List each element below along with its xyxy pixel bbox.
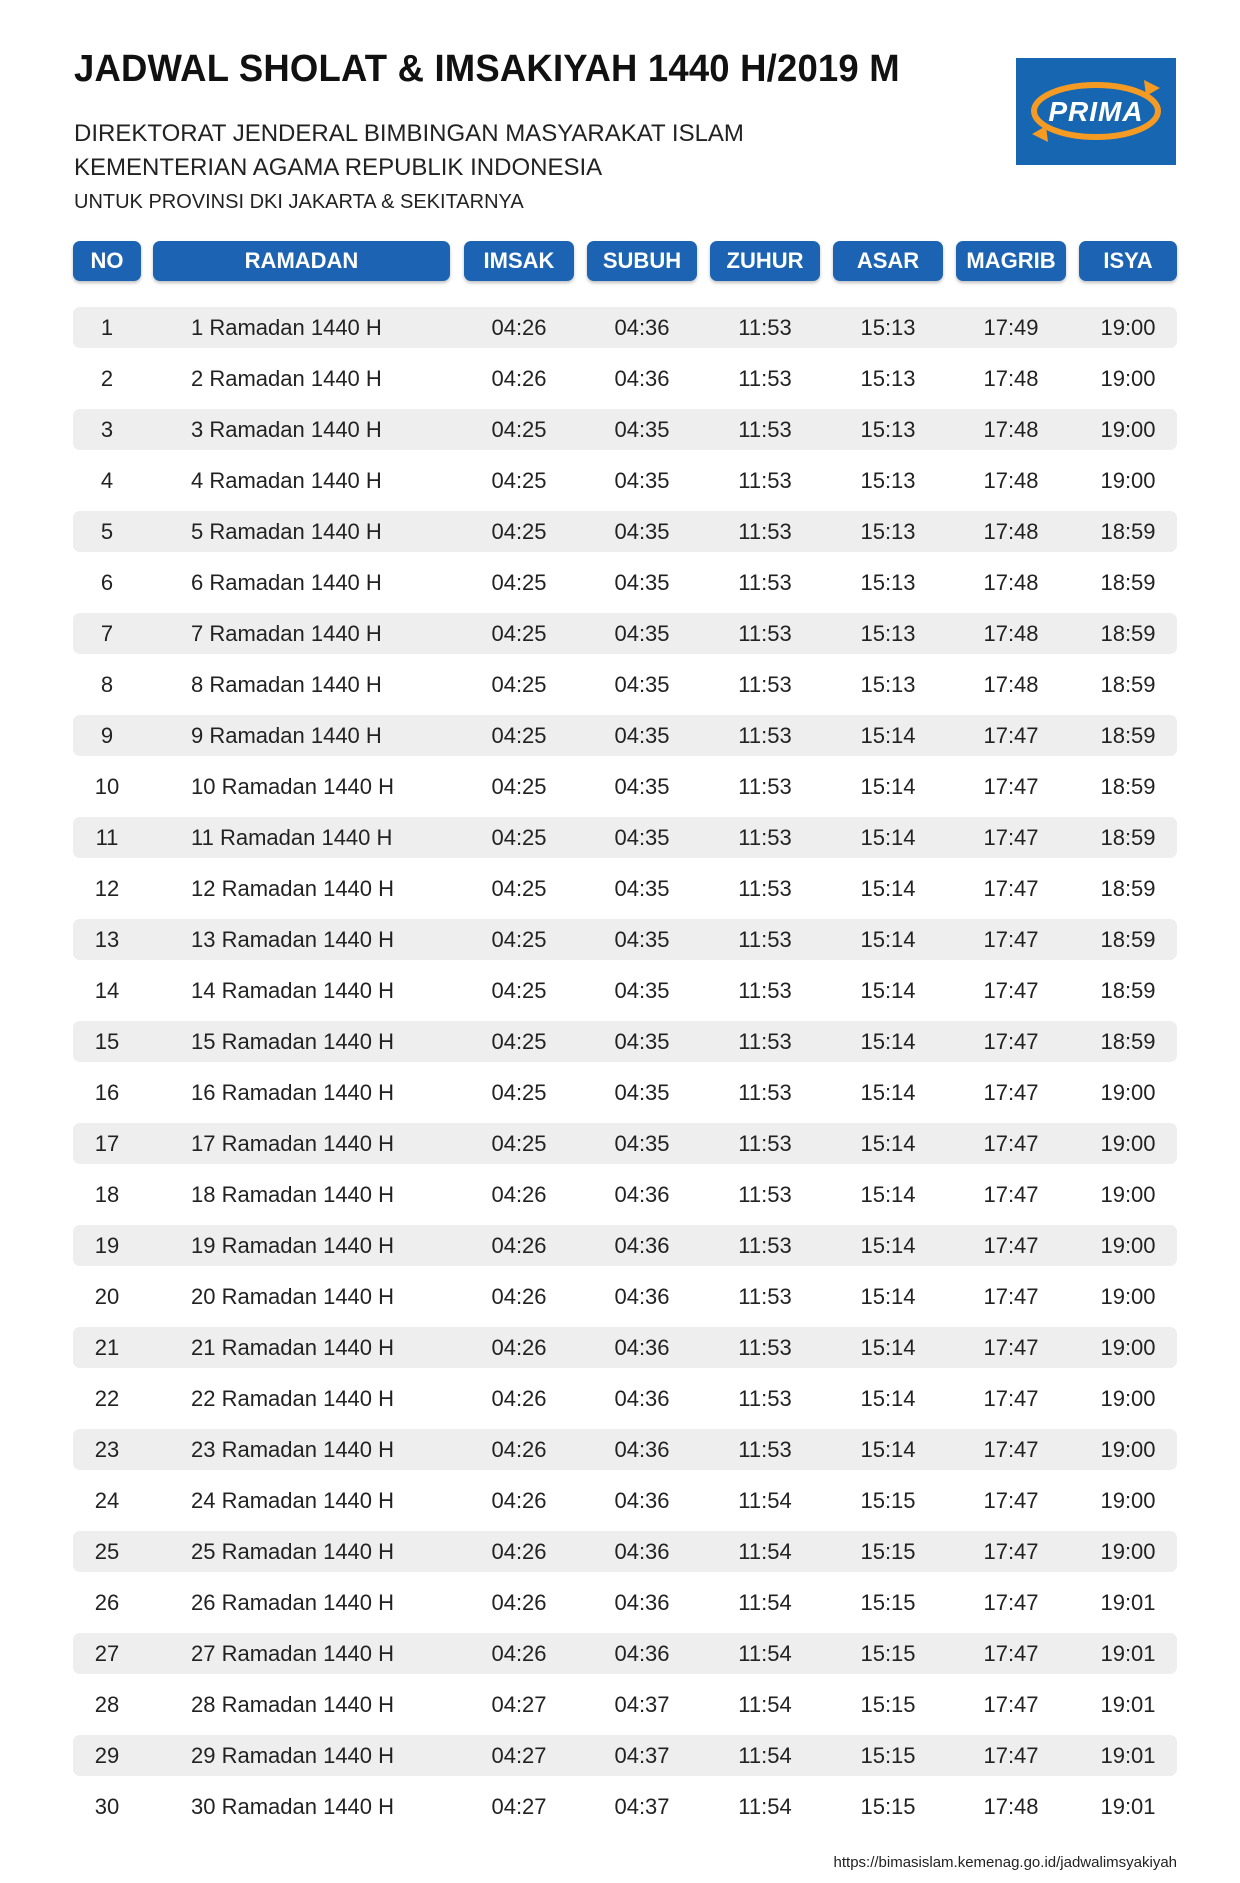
cell-ramadan: 30 Ramadan 1440 H xyxy=(191,1794,395,1819)
cell-asar: 15:15 xyxy=(860,1590,916,1615)
cell-magrib: 17:47 xyxy=(983,1692,1039,1717)
cell-isya: 19:00 xyxy=(1100,1437,1156,1462)
cell-imsak: 04:25 xyxy=(491,570,547,595)
cell-zuhur: 11:54 xyxy=(738,1743,792,1768)
cell-asar: 15:13 xyxy=(860,468,916,493)
cell-subuh: 04:36 xyxy=(614,1539,670,1564)
cell-isya: 19:01 xyxy=(1100,1794,1156,1819)
cell-ramadan: 7 Ramadan 1440 H xyxy=(191,621,382,646)
cell-subuh: 04:36 xyxy=(614,1335,670,1360)
cell-asar: 15:15 xyxy=(860,1692,916,1717)
column-header-ramadan: RAMADAN xyxy=(153,241,450,281)
cell-no: 23 xyxy=(94,1437,120,1462)
cell-no: 29 xyxy=(94,1743,120,1768)
cell-isya: 18:59 xyxy=(1100,570,1156,595)
table-row xyxy=(73,1735,1177,1776)
cell-ramadan: 12 Ramadan 1440 H xyxy=(191,876,395,901)
table-row xyxy=(73,1327,1177,1368)
cell-isya: 18:59 xyxy=(1100,825,1156,850)
subtitle-region: UNTUK PROVINSI DKI JAKARTA & SEKITARNYA xyxy=(74,191,524,213)
cell-no: 8 xyxy=(100,672,114,697)
cell-subuh: 04:36 xyxy=(614,1386,670,1411)
table-row xyxy=(73,511,1177,552)
cell-subuh: 04:36 xyxy=(614,1437,670,1462)
cell-magrib: 17:47 xyxy=(983,927,1039,952)
cell-zuhur: 11:53 xyxy=(738,1437,792,1462)
cell-no: 10 xyxy=(94,774,120,799)
cell-isya: 19:00 xyxy=(1100,468,1156,493)
table-row xyxy=(73,358,1177,399)
cell-isya: 19:01 xyxy=(1100,1641,1156,1666)
cell-magrib: 17:47 xyxy=(983,1539,1039,1564)
cell-asar: 15:14 xyxy=(860,1029,916,1054)
cell-asar: 15:13 xyxy=(860,366,916,391)
cell-subuh: 04:35 xyxy=(614,570,670,595)
cell-ramadan: 11 Ramadan 1440 H xyxy=(191,825,393,850)
cell-subuh: 04:35 xyxy=(614,774,670,799)
cell-magrib: 17:47 xyxy=(983,723,1039,748)
cell-no: 1 xyxy=(100,315,114,340)
cell-subuh: 04:35 xyxy=(614,927,670,952)
cell-imsak: 04:26 xyxy=(491,1284,547,1309)
cell-ramadan: 6 Ramadan 1440 H xyxy=(191,570,382,595)
table-row xyxy=(73,1123,1177,1164)
cell-no: 18 xyxy=(94,1182,120,1207)
cell-ramadan: 10 Ramadan 1440 H xyxy=(191,774,395,799)
table-row xyxy=(73,1429,1177,1470)
cell-magrib: 17:47 xyxy=(983,1386,1039,1411)
cell-imsak: 04:27 xyxy=(491,1743,547,1768)
cell-isya: 19:00 xyxy=(1100,1131,1156,1156)
cell-no: 22 xyxy=(94,1386,120,1411)
cell-no: 17 xyxy=(94,1131,120,1156)
cell-isya: 18:59 xyxy=(1100,1029,1156,1054)
cell-subuh: 04:36 xyxy=(614,1284,670,1309)
cell-imsak: 04:26 xyxy=(491,1182,547,1207)
cell-subuh: 04:35 xyxy=(614,672,670,697)
cell-no: 7 xyxy=(100,621,114,646)
cell-no: 27 xyxy=(94,1641,120,1666)
cell-imsak: 04:25 xyxy=(491,927,547,952)
cell-ramadan: 13 Ramadan 1440 H xyxy=(191,927,395,952)
cell-isya: 18:59 xyxy=(1100,978,1156,1003)
cell-zuhur: 11:54 xyxy=(738,1539,792,1564)
cell-zuhur: 11:54 xyxy=(738,1590,792,1615)
cell-isya: 18:59 xyxy=(1100,876,1156,901)
table-row xyxy=(73,919,1177,960)
cell-imsak: 04:26 xyxy=(491,1488,547,1513)
cell-magrib: 17:47 xyxy=(983,1590,1039,1615)
cell-subuh: 04:35 xyxy=(614,1131,670,1156)
cell-subuh: 04:35 xyxy=(614,825,670,850)
cell-zuhur: 11:53 xyxy=(738,1131,792,1156)
cell-no: 11 xyxy=(95,825,119,850)
table-row xyxy=(73,1531,1177,1572)
table-row xyxy=(73,562,1177,603)
cell-isya: 18:59 xyxy=(1100,672,1156,697)
cell-asar: 15:14 xyxy=(860,1335,916,1360)
cell-subuh: 04:35 xyxy=(614,978,670,1003)
cell-asar: 15:14 xyxy=(860,876,916,901)
cell-asar: 15:13 xyxy=(860,519,916,544)
cell-ramadan: 23 Ramadan 1440 H xyxy=(191,1437,395,1462)
cell-no: 19 xyxy=(94,1233,120,1258)
cell-no: 5 xyxy=(100,519,114,544)
table-row xyxy=(73,1378,1177,1419)
cell-isya: 19:00 xyxy=(1100,1488,1156,1513)
cell-subuh: 04:35 xyxy=(614,1029,670,1054)
cell-isya: 19:00 xyxy=(1100,315,1156,340)
cell-ramadan: 15 Ramadan 1440 H xyxy=(191,1029,395,1054)
column-header-isya: ISYA xyxy=(1079,241,1177,281)
cell-no: 3 xyxy=(100,417,114,442)
table-row xyxy=(73,1786,1177,1827)
cell-asar: 15:15 xyxy=(860,1641,916,1666)
cell-magrib: 17:47 xyxy=(983,1080,1039,1105)
cell-zuhur: 11:54 xyxy=(738,1692,792,1717)
cell-asar: 15:15 xyxy=(860,1488,916,1513)
table-row xyxy=(73,1225,1177,1266)
cell-zuhur: 11:54 xyxy=(738,1794,792,1819)
cell-zuhur: 11:54 xyxy=(738,1488,792,1513)
cell-zuhur: 11:53 xyxy=(738,825,792,850)
cell-ramadan: 16 Ramadan 1440 H xyxy=(191,1080,395,1105)
cell-ramadan: 1 Ramadan 1440 H xyxy=(191,315,382,340)
cell-no: 30 xyxy=(94,1794,120,1819)
cell-no: 25 xyxy=(94,1539,120,1564)
cell-subuh: 04:36 xyxy=(614,1590,670,1615)
cell-ramadan: 24 Ramadan 1440 H xyxy=(191,1488,395,1513)
cell-imsak: 04:25 xyxy=(491,417,547,442)
cell-zuhur: 11:53 xyxy=(738,927,792,952)
cell-no: 15 xyxy=(94,1029,120,1054)
cell-magrib: 17:47 xyxy=(983,1488,1039,1513)
cell-no: 28 xyxy=(94,1692,120,1717)
cell-zuhur: 11:53 xyxy=(738,1182,792,1207)
cell-magrib: 17:47 xyxy=(983,1182,1039,1207)
cell-isya: 19:00 xyxy=(1100,417,1156,442)
cell-zuhur: 11:53 xyxy=(738,1386,792,1411)
table-row xyxy=(73,613,1177,654)
cell-ramadan: 25 Ramadan 1440 H xyxy=(191,1539,395,1564)
table-row xyxy=(73,1633,1177,1674)
table-row xyxy=(73,970,1177,1011)
cell-isya: 18:59 xyxy=(1100,723,1156,748)
cell-subuh: 04:37 xyxy=(614,1692,670,1717)
cell-isya: 19:00 xyxy=(1100,366,1156,391)
cell-isya: 19:01 xyxy=(1100,1590,1156,1615)
cell-no: 26 xyxy=(94,1590,120,1615)
cell-asar: 15:14 xyxy=(860,723,916,748)
cell-isya: 19:00 xyxy=(1100,1233,1156,1258)
cell-magrib: 17:48 xyxy=(983,417,1039,442)
cell-no: 21 xyxy=(94,1335,120,1360)
cell-imsak: 04:25 xyxy=(491,1029,547,1054)
cell-no: 14 xyxy=(94,978,120,1003)
cell-subuh: 04:35 xyxy=(614,1080,670,1105)
cell-asar: 15:14 xyxy=(860,825,916,850)
cell-subuh: 04:35 xyxy=(614,417,670,442)
subtitle-ministry: KEMENTERIAN AGAMA REPUBLIK INDONESIA xyxy=(74,154,603,181)
cell-magrib: 17:47 xyxy=(983,1029,1039,1054)
cell-subuh: 04:35 xyxy=(614,876,670,901)
cell-ramadan: 9 Ramadan 1440 H xyxy=(191,723,382,748)
cell-zuhur: 11:53 xyxy=(738,774,792,799)
cell-magrib: 17:47 xyxy=(983,825,1039,850)
column-header-asar: ASAR xyxy=(833,241,943,281)
cell-subuh: 04:35 xyxy=(614,723,670,748)
cell-no: 24 xyxy=(94,1488,120,1513)
cell-imsak: 04:26 xyxy=(491,315,547,340)
cell-ramadan: 14 Ramadan 1440 H xyxy=(191,978,395,1003)
cell-ramadan: 29 Ramadan 1440 H xyxy=(191,1743,395,1768)
cell-isya: 18:59 xyxy=(1100,774,1156,799)
cell-zuhur: 11:53 xyxy=(738,1080,792,1105)
cell-ramadan: 2 Ramadan 1440 H xyxy=(191,366,382,391)
cell-imsak: 04:25 xyxy=(491,825,547,850)
cell-no: 2 xyxy=(100,366,114,391)
cell-asar: 15:13 xyxy=(860,417,916,442)
cell-ramadan: 22 Ramadan 1440 H xyxy=(191,1386,395,1411)
cell-isya: 19:01 xyxy=(1100,1692,1156,1717)
cell-imsak: 04:25 xyxy=(491,774,547,799)
table-row xyxy=(73,664,1177,705)
cell-isya: 19:00 xyxy=(1100,1284,1156,1309)
cell-zuhur: 11:53 xyxy=(738,1335,792,1360)
table-row xyxy=(73,817,1177,858)
table-row xyxy=(73,766,1177,807)
column-header-magrib: MAGRIB xyxy=(956,241,1066,281)
cell-magrib: 17:47 xyxy=(983,1284,1039,1309)
cell-asar: 15:14 xyxy=(860,1233,916,1258)
cell-ramadan: 20 Ramadan 1440 H xyxy=(191,1284,395,1309)
cell-magrib: 17:48 xyxy=(983,468,1039,493)
cell-asar: 15:13 xyxy=(860,315,916,340)
cell-no: 4 xyxy=(100,468,114,493)
cell-ramadan: 8 Ramadan 1440 H xyxy=(191,672,382,697)
cell-asar: 15:14 xyxy=(860,927,916,952)
cell-magrib: 17:49 xyxy=(983,315,1039,340)
cell-isya: 19:00 xyxy=(1100,1335,1156,1360)
cell-imsak: 04:26 xyxy=(491,1233,547,1258)
table-row xyxy=(73,1072,1177,1113)
cell-ramadan: 17 Ramadan 1440 H xyxy=(191,1131,395,1156)
cell-zuhur: 11:53 xyxy=(738,1233,792,1258)
cell-magrib: 17:47 xyxy=(983,1131,1039,1156)
cell-zuhur: 11:53 xyxy=(738,417,792,442)
cell-subuh: 04:36 xyxy=(614,1641,670,1666)
table-row xyxy=(73,460,1177,501)
cell-subuh: 04:37 xyxy=(614,1794,670,1819)
cell-imsak: 04:26 xyxy=(491,1437,547,1462)
cell-magrib: 17:48 xyxy=(983,672,1039,697)
cell-imsak: 04:25 xyxy=(491,519,547,544)
cell-subuh: 04:35 xyxy=(614,621,670,646)
cell-ramadan: 28 Ramadan 1440 H xyxy=(191,1692,395,1717)
logo-text: PRIMA xyxy=(1048,95,1144,127)
cell-zuhur: 11:53 xyxy=(738,723,792,748)
cell-magrib: 17:47 xyxy=(983,1743,1039,1768)
cell-magrib: 17:48 xyxy=(983,570,1039,595)
cell-zuhur: 11:54 xyxy=(738,1641,792,1666)
cell-magrib: 17:47 xyxy=(983,876,1039,901)
table-row xyxy=(73,1684,1177,1725)
cell-ramadan: 4 Ramadan 1440 H xyxy=(191,468,382,493)
cell-no: 9 xyxy=(100,723,114,748)
cell-no: 13 xyxy=(94,927,120,952)
cell-ramadan: 19 Ramadan 1440 H xyxy=(191,1233,395,1258)
cell-no: 20 xyxy=(94,1284,120,1309)
page-title: JADWAL SHOLAT & IMSAKIYAH 1440 H/2019 M xyxy=(74,48,900,90)
cell-asar: 15:14 xyxy=(860,1437,916,1462)
cell-imsak: 04:25 xyxy=(491,672,547,697)
cell-isya: 18:59 xyxy=(1100,927,1156,952)
cell-no: 12 xyxy=(94,876,120,901)
cell-zuhur: 11:53 xyxy=(738,1284,792,1309)
cell-isya: 19:00 xyxy=(1100,1080,1156,1105)
cell-asar: 15:13 xyxy=(860,621,916,646)
table-row xyxy=(73,1174,1177,1215)
cell-asar: 15:14 xyxy=(860,978,916,1003)
cell-imsak: 04:26 xyxy=(491,1539,547,1564)
table-row xyxy=(73,1582,1177,1623)
table-row xyxy=(73,1021,1177,1062)
cell-zuhur: 11:53 xyxy=(738,978,792,1003)
cell-subuh: 04:35 xyxy=(614,519,670,544)
cell-magrib: 17:47 xyxy=(983,1641,1039,1666)
cell-subuh: 04:36 xyxy=(614,315,670,340)
cell-asar: 15:13 xyxy=(860,570,916,595)
cell-asar: 15:14 xyxy=(860,1182,916,1207)
subtitle-directorate: DIREKTORAT JENDERAL BIMBINGAN MASYARAKAT ISLAM xyxy=(74,120,744,147)
cell-zuhur: 11:53 xyxy=(738,570,792,595)
cell-imsak: 04:26 xyxy=(491,1641,547,1666)
table-row xyxy=(73,1276,1177,1317)
cell-imsak: 04:25 xyxy=(491,723,547,748)
cell-asar: 15:14 xyxy=(860,1080,916,1105)
cell-subuh: 04:37 xyxy=(614,1743,670,1768)
cell-zuhur: 11:53 xyxy=(738,621,792,646)
cell-imsak: 04:26 xyxy=(491,366,547,391)
column-header-imsak: IMSAK xyxy=(464,241,574,281)
cell-subuh: 04:36 xyxy=(614,1182,670,1207)
cell-isya: 19:00 xyxy=(1100,1386,1156,1411)
cell-magrib: 17:47 xyxy=(983,1233,1039,1258)
cell-ramadan: 21 Ramadan 1440 H xyxy=(191,1335,395,1360)
cell-imsak: 04:26 xyxy=(491,1590,547,1615)
cell-imsak: 04:26 xyxy=(491,1386,547,1411)
table-row xyxy=(73,715,1177,756)
table-row xyxy=(73,868,1177,909)
cell-ramadan: 5 Ramadan 1440 H xyxy=(191,519,382,544)
column-header-subuh: SUBUH xyxy=(587,241,697,281)
cell-zuhur: 11:53 xyxy=(738,315,792,340)
cell-isya: 19:00 xyxy=(1100,1539,1156,1564)
cell-ramadan: 26 Ramadan 1440 H xyxy=(191,1590,395,1615)
source-url: https://bimasislam.kemenag.go.id/jadwalimsyakiyah xyxy=(833,1854,1177,1871)
cell-zuhur: 11:53 xyxy=(738,468,792,493)
cell-isya: 19:01 xyxy=(1100,1743,1156,1768)
cell-asar: 15:15 xyxy=(860,1743,916,1768)
prima-logo xyxy=(1016,58,1176,165)
cell-subuh: 04:36 xyxy=(614,1488,670,1513)
cell-zuhur: 11:53 xyxy=(738,366,792,391)
cell-magrib: 17:47 xyxy=(983,774,1039,799)
cell-asar: 15:15 xyxy=(860,1539,916,1564)
cell-magrib: 17:47 xyxy=(983,1437,1039,1462)
cell-magrib: 17:48 xyxy=(983,519,1039,544)
cell-imsak: 04:25 xyxy=(491,1131,547,1156)
cell-magrib: 17:47 xyxy=(983,978,1039,1003)
cell-magrib: 17:47 xyxy=(983,1335,1039,1360)
cell-magrib: 17:48 xyxy=(983,621,1039,646)
table-row xyxy=(73,1480,1177,1521)
cell-imsak: 04:25 xyxy=(491,876,547,901)
cell-imsak: 04:25 xyxy=(491,1080,547,1105)
table-row xyxy=(73,307,1177,348)
table-row xyxy=(73,409,1177,450)
cell-subuh: 04:35 xyxy=(614,468,670,493)
cell-ramadan: 18 Ramadan 1440 H xyxy=(191,1182,395,1207)
cell-imsak: 04:25 xyxy=(491,621,547,646)
cell-zuhur: 11:53 xyxy=(738,519,792,544)
cell-subuh: 04:36 xyxy=(614,366,670,391)
cell-asar: 15:15 xyxy=(860,1794,916,1819)
cell-zuhur: 11:53 xyxy=(738,672,792,697)
cell-asar: 15:14 xyxy=(860,1131,916,1156)
cell-asar: 15:13 xyxy=(860,672,916,697)
cell-asar: 15:14 xyxy=(860,774,916,799)
cell-magrib: 17:48 xyxy=(983,366,1039,391)
cell-isya: 18:59 xyxy=(1100,621,1156,646)
cell-zuhur: 11:53 xyxy=(738,876,792,901)
cell-subuh: 04:36 xyxy=(614,1233,670,1258)
cell-asar: 15:14 xyxy=(860,1284,916,1309)
cell-magrib: 17:48 xyxy=(983,1794,1039,1819)
cell-isya: 19:00 xyxy=(1100,1182,1156,1207)
cell-ramadan: 3 Ramadan 1440 H xyxy=(191,417,382,442)
column-header-zuhur: ZUHUR xyxy=(710,241,820,281)
cell-zuhur: 11:53 xyxy=(738,1029,792,1054)
cell-imsak: 04:25 xyxy=(491,468,547,493)
cell-imsak: 04:25 xyxy=(491,978,547,1003)
cell-imsak: 04:26 xyxy=(491,1335,547,1360)
cell-no: 6 xyxy=(100,570,114,595)
column-header-no: NO xyxy=(73,241,141,281)
cell-asar: 15:14 xyxy=(860,1386,916,1411)
cell-isya: 18:59 xyxy=(1100,519,1156,544)
cell-imsak: 04:27 xyxy=(491,1794,547,1819)
cell-no: 16 xyxy=(94,1080,120,1105)
cell-ramadan: 27 Ramadan 1440 H xyxy=(191,1641,395,1666)
cell-imsak: 04:27 xyxy=(491,1692,547,1717)
